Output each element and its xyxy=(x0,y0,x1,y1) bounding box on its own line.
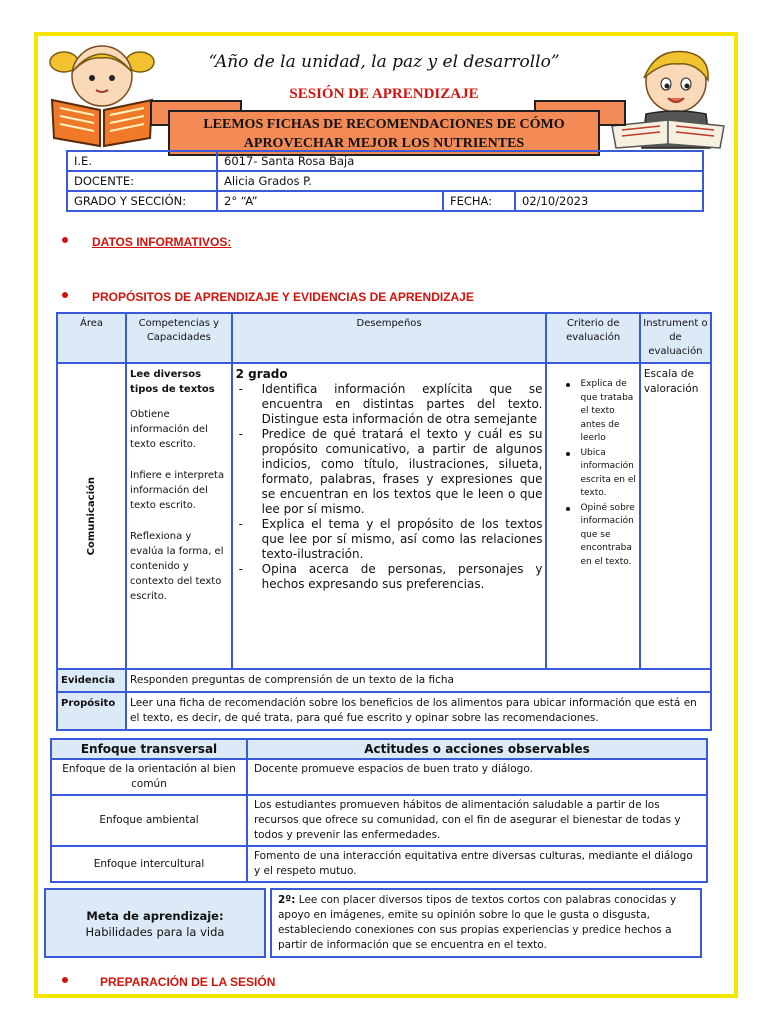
desempenos-list xyxy=(236,382,543,592)
criterio-cell xyxy=(546,363,639,669)
bullet-dot xyxy=(62,237,68,243)
desempeno-item: - Predice de qué tratará el texto y cuál es su propósito comunicativo, a partir de algunos indicios, como título, ilustraciones, silueta, formato, palabras, frases y expresiones que se encuentran en los textos que le leen o que lee por sí mismo. xyxy=(236,427,543,517)
enfoque-actitud: Docente promueve espacios de buen trato y diálogo. xyxy=(247,759,707,795)
banner-line-2: APROVECHAR MEJOR LOS NUTRIENTES xyxy=(243,136,525,151)
purposes-table xyxy=(56,312,712,731)
header-area: Área xyxy=(57,313,126,363)
evidencia-label: Evidencia xyxy=(57,669,126,692)
area-label: Comunicación xyxy=(86,476,98,556)
proposito-text: Leer una ficha de recomendación sobre los beneficios de los alimentos para ubicar información que está en el texto, es decir, de qué trata, para qué fue escrito y opinar sobre las recomendaciones. xyxy=(126,692,711,730)
enfoque-name: Enfoque ambiental xyxy=(51,795,247,846)
capacidad-item: Infiere e interpreta información del texto escrito. xyxy=(130,470,225,511)
section-preparacion-label: PREPARACIÓN DE LA SESIÓN xyxy=(100,975,276,989)
desempeno-item: - Opina acerca de personas, personajes y hechos expresando sus preferencias. xyxy=(236,562,543,592)
actitudes-header: Actitudes o acciones observables xyxy=(247,739,707,759)
meta-text: Lee con placer diversos tipos de textos cortos con palabras conocidas y apoyo en imágenes, emite su opinión sobre lo que le gusta o disgusta, estableciendo conexiones con sus propias experiencias y predice hechos a partir de información que se encuentra en el texto. xyxy=(278,894,677,951)
docente-value: Alicia Grados P. xyxy=(217,171,703,191)
capacidad-item: Obtiene información del texto escrito. xyxy=(130,409,208,450)
enfoque-header: Enfoque transversal xyxy=(51,739,247,759)
desempenos-cell xyxy=(232,363,547,669)
competencias-cell xyxy=(126,363,232,669)
enfoque-name: Enfoque de la orientación al bien común xyxy=(51,759,247,795)
ie-value: 6017- Santa Rosa Baja xyxy=(217,151,703,171)
fecha-value: 02/10/2023 xyxy=(515,191,703,211)
info-table xyxy=(66,150,704,212)
banner-line-1: LEEMOS FICHAS DE RECOMENDACIONES DE CÓMO xyxy=(203,117,565,132)
capacidad-item: Reflexiona y evalúa la forma, el contenido y contexto del texto escrito. xyxy=(130,531,224,602)
desempeno-item: - Explica el tema y el propósito de los textos que lee por sí mismo, así como las relaciones texto-ilustración. xyxy=(236,517,543,562)
criterio-item: Opiné sobre información que se encontraba en el texto. xyxy=(566,502,635,570)
proposito-label: Propósito xyxy=(57,692,126,730)
criterio-item: Ubica información escrita en el texto. xyxy=(566,447,635,501)
enfoque-actitud: Fomento de una interacción equitativa entre diversas culturas, mediante el diálogo y el respeto mutuo. xyxy=(247,846,707,882)
meta-subtitle: Habilidades para la vida xyxy=(85,925,225,939)
header-competencias: Competencias y Capacidades xyxy=(126,313,232,363)
session-title: SESIÓN DE APRENDIZAJE xyxy=(289,86,479,102)
criterio-item: Explica de que trataba el texto antes de leerlo xyxy=(566,378,635,446)
year-motto: “Año de la unidad, la paz y el desarrollo” xyxy=(208,52,560,72)
desempeno-item: - Identifica información explícita que se encuentra en distintas partes del texto. Distingue esta información de otra semejante xyxy=(236,382,543,427)
area-cell xyxy=(57,363,126,669)
fecha-label: FECHA: xyxy=(443,191,515,211)
enfoques-table xyxy=(50,738,708,883)
header-instrumento: Instrument o de evaluación xyxy=(640,313,711,363)
meta-box xyxy=(44,888,266,958)
instrumento-cell: Escala de valoración xyxy=(640,363,711,669)
meta-description xyxy=(270,888,702,958)
enfoque-name: Enfoque intercultural xyxy=(51,846,247,882)
grado-value: 2° “A” xyxy=(217,191,443,211)
competencia-name: Lee diversos tipos de textos xyxy=(130,369,215,395)
enfoque-actitud: Los estudiantes promueven hábitos de alimentación saludable a partir de los recursos que ofrece su comunidad, con el fin de asegurar el bienestar de todas y todos y prevenir las enfermedades. xyxy=(247,795,707,846)
grado-label: GRADO Y SECCIÓN: xyxy=(67,191,217,211)
meta-title: Meta de aprendizaje: xyxy=(86,909,224,923)
bullet-dot xyxy=(62,977,68,983)
grado-heading: 2 grado xyxy=(235,367,288,381)
meta-grade: 2º: xyxy=(278,894,296,906)
section-propositos-label: PROPÓSITOS DE APRENDIZAJE Y EVIDENCIAS DE APRENDIZAJE xyxy=(92,290,474,304)
evidencia-text: Responden preguntas de comprensión de un texto de la ficha xyxy=(126,669,711,692)
docente-label: DOCENTE: xyxy=(67,171,217,191)
bullet-dot xyxy=(62,292,68,298)
criterio-list xyxy=(566,378,635,569)
section-datos-label: DATOS INFORMATIVOS: xyxy=(92,235,232,249)
ie-label: I.E. xyxy=(67,151,217,171)
header-desempenos: Desempeños xyxy=(232,313,547,363)
header-criterio: Criterio de evaluación xyxy=(546,313,639,363)
